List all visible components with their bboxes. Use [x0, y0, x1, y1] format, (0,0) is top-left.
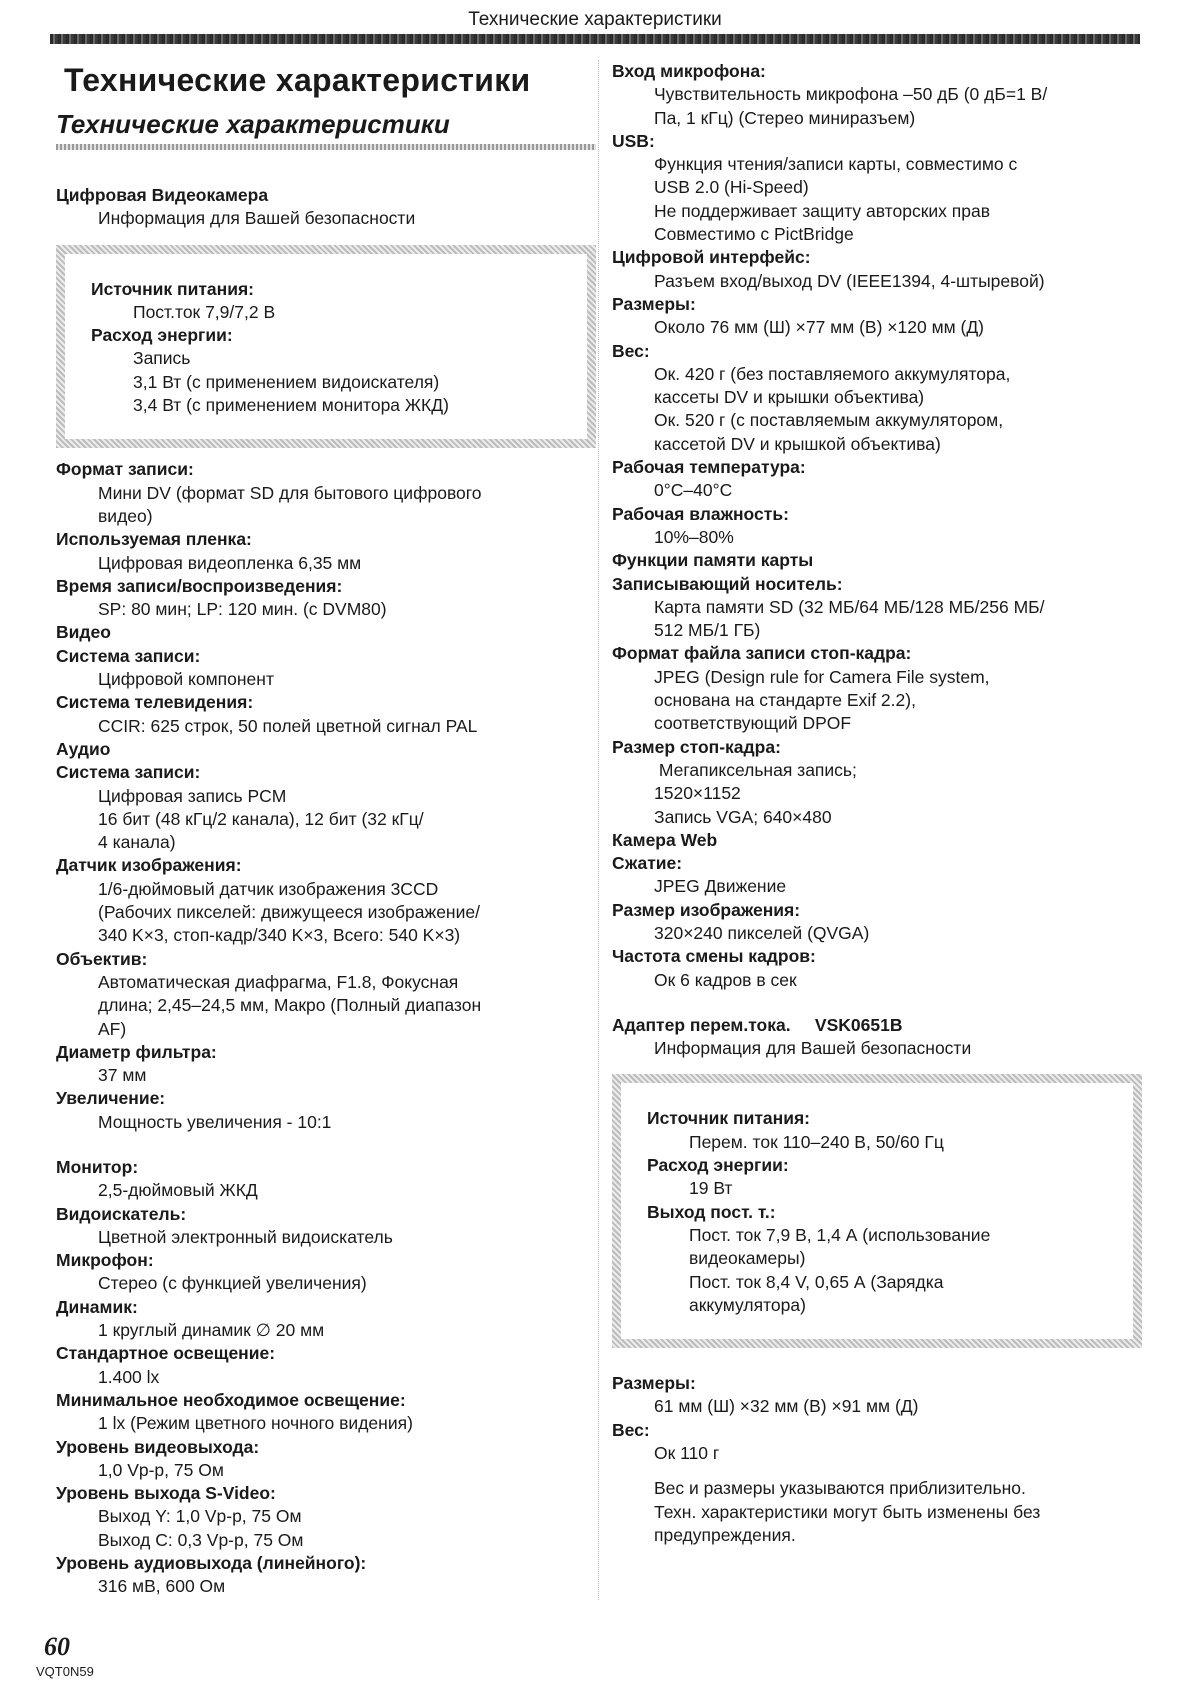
- spec-label: Камера Web: [612, 829, 718, 850]
- spec-value: Цифровая запись PCM: [98, 785, 287, 806]
- spec-value: 1520×1152: [654, 783, 741, 804]
- page-title: Технические характеристики: [64, 62, 531, 98]
- spec-label: Рабочая температура:: [612, 457, 806, 478]
- spec-label: Размер изображения:: [612, 899, 801, 920]
- right-column: [612, 60, 1142, 1547]
- adapter-weight-value: Ок 110 г: [654, 1443, 720, 1464]
- spec-label: Аудио: [56, 738, 111, 759]
- spec-value: Функция чтения/записи карты, совместимо с: [654, 154, 1018, 175]
- spec-value: Мегапиксельная запись;: [654, 759, 857, 780]
- spec-label: Динамик:: [56, 1296, 138, 1317]
- spec-value: Цифровой компонент: [98, 669, 274, 690]
- spec-value: видео): [98, 505, 153, 526]
- spec-list: [612, 60, 1142, 992]
- spec-value: Выход Y: 1,0 Vp-p, 75 Ом: [98, 1506, 302, 1527]
- spec-label: Цифровой интерфейс:: [612, 247, 811, 268]
- spec-value: SP: 80 мин; LP: 120 мин. (с DVM80): [98, 599, 387, 620]
- spec-label: Рабочая влажность:: [612, 503, 789, 524]
- spec-value: соответствующий DPOF: [654, 713, 852, 734]
- spec-label: Уровень выхода S-Video:: [56, 1483, 276, 1504]
- spec-label: Увеличение:: [56, 1088, 166, 1109]
- spec-value: 1 lx (Режим цветного ночного видения): [98, 1413, 413, 1434]
- box-value: Перем. ток 110–240 В, 50/60 Гц: [689, 1131, 944, 1152]
- running-head: Технические характеристики: [468, 9, 722, 30]
- spec-label: Стандартное освещение:: [56, 1343, 276, 1364]
- spec-value: 0°C–40°C: [654, 480, 733, 501]
- spec-value: Запись VGA; 640×480: [654, 806, 832, 827]
- spec-value: 1 круглый динамик ∅ 20 мм: [98, 1320, 325, 1341]
- spec-value: 37 мм: [98, 1065, 147, 1086]
- spec-label: Сжатие:: [612, 853, 683, 874]
- adapter-dims-label: Размеры:: [612, 1373, 696, 1394]
- spec-label: Система записи:: [56, 762, 201, 783]
- document-code: VQT0N59: [36, 1664, 94, 1679]
- spec-value: 320×240 пикселей (QVGA): [654, 922, 870, 943]
- box-label: Расход энергии:: [91, 325, 233, 346]
- spec-value: Совместимо с PictBridge: [654, 224, 854, 245]
- spec-value: Мини DV (формат SD для бытового цифрового: [98, 482, 482, 503]
- box-value: видеокамеры): [689, 1248, 806, 1269]
- box-value: аккумулятора): [689, 1294, 806, 1315]
- spec-value: 16 бит (48 кГц/2 канала), 12 бит (32 кГц/: [98, 808, 424, 829]
- spec-value: (Рабочих пикселей: движущееся изображение/: [98, 902, 480, 923]
- column-divider: [598, 60, 599, 1600]
- box-label: Расход энергии:: [647, 1155, 789, 1176]
- spec-value: JPEG (Design rule for Camera File system,: [654, 666, 990, 687]
- box-value: 3,1 Вт (с применением видоискателя): [133, 371, 440, 392]
- spec-value: 340 K×3, стоп-кадр/340 K×3, Всего: 540 K×3): [98, 925, 461, 946]
- spec-label: Размеры:: [612, 293, 696, 314]
- header-bar: [50, 34, 1140, 44]
- spec-value: AF): [98, 1018, 127, 1039]
- spec-value: основана на стандарте Exif 2.2),: [654, 690, 916, 711]
- spec-label: Вес:: [612, 340, 650, 361]
- spec-value: 10%–80%: [654, 526, 734, 547]
- spec-value: 512 МБ/1 ГБ): [654, 620, 761, 641]
- spec-label: Уровень видеовыхода:: [56, 1436, 260, 1457]
- adapter-heading: Адаптер перем.тока. VSK0651B: [612, 1014, 903, 1035]
- spec-value: длина; 2,45–24,5 мм, Макро (Полный диапазон: [98, 995, 482, 1016]
- spec-label: USB:: [612, 130, 655, 151]
- spec-value: 1,0 Vp-p, 75 Ом: [98, 1459, 224, 1480]
- spec-value: CCIR: 625 строк, 50 полей цветной сигнал PAL: [98, 715, 478, 736]
- spec-label: Объектив:: [56, 948, 148, 969]
- box-label: Источник питания:: [91, 278, 255, 299]
- spec-list: [56, 458, 596, 1134]
- spec-value: Автоматическая диафрагма, F1.8, Фокусная: [98, 971, 459, 992]
- spec-value: Не поддерживает защиту авторских прав: [654, 200, 991, 221]
- adapter-safety-box: [612, 1074, 1142, 1348]
- spec-label: Используемая пленка:: [56, 529, 252, 550]
- box-value: Запись: [133, 348, 191, 369]
- spec-label: Видоискатель:: [56, 1203, 187, 1224]
- spec-label: Записывающий носитель:: [612, 573, 843, 594]
- spec-list: [56, 1156, 596, 1599]
- camera-safety-box: [56, 245, 596, 449]
- spec-value: Ок. 520 г (с поставляемым аккумулятором,: [654, 410, 1004, 431]
- spec-value: 1.400 lx: [98, 1366, 160, 1387]
- spec-label: Размер стоп-кадра:: [612, 736, 781, 757]
- spec-value: Цифровая видеопленка 6,35 мм: [98, 552, 362, 573]
- spec-label: Микрофон:: [56, 1250, 154, 1271]
- disclaimer-line: Техн. характеристики могут быть изменены без: [654, 1501, 1041, 1522]
- spec-label: Функции памяти карты: [612, 550, 814, 571]
- left-column: [56, 60, 596, 1599]
- adapter-weight-label: Вес:: [612, 1419, 650, 1440]
- box-value: 19 Вт: [689, 1178, 733, 1199]
- spec-label: Формат файла записи стоп-кадра:: [612, 643, 912, 664]
- spec-value: 316 мВ, 600 Ом: [98, 1576, 226, 1597]
- spec-label: Время записи/воспроизведения:: [56, 575, 343, 596]
- spec-label: Датчик изображения:: [56, 855, 242, 876]
- spec-label: Система записи:: [56, 645, 201, 666]
- spec-value: Чувствительность микрофона –50 дБ (0 дБ=1 В/: [654, 84, 1048, 105]
- spec-value: Карта памяти SD (32 МБ/64 МБ/128 МБ/256 МБ/: [654, 596, 1045, 617]
- box-label: Выход пост. т.:: [647, 1201, 776, 1222]
- section-title: Технические характеристики: [56, 109, 450, 139]
- spec-label: Уровень аудиовыхода (линейного):: [56, 1553, 367, 1574]
- spec-value: Разъем вход/выход DV (IEEE1394, 4-штыревой): [654, 270, 1045, 291]
- page-number: 60: [44, 1632, 70, 1661]
- adapter-dims-value: 61 мм (Ш) ×32 мм (В) ×91 мм (Д): [654, 1396, 919, 1417]
- spec-value: Па, 1 кГц) (Стерео миниразъем): [654, 107, 916, 128]
- spec-value: JPEG Движение: [654, 876, 787, 897]
- box-value: Пост. ток 8,4 V, 0,65 А (Зарядка: [689, 1271, 944, 1292]
- spec-value: Стерео (с функцией увеличения): [98, 1273, 367, 1294]
- spec-value: Мощность увеличения - 10:1: [98, 1111, 332, 1132]
- spec-label: Система телевидения:: [56, 692, 254, 713]
- box-value: 3,4 Вт (с применением монитора ЖКД): [133, 395, 449, 416]
- spec-label: Минимальное необходимое освещение:: [56, 1389, 406, 1410]
- disclaimer-line: Вес и размеры указываются приблизительно.: [654, 1478, 1026, 1499]
- box-label: Источник питания:: [647, 1108, 811, 1129]
- spec-value: USB 2.0 (Hi-Speed): [654, 177, 809, 198]
- camera-safety: Информация для Вашей безопасности: [98, 208, 416, 229]
- spec-value: Цветной электронный видоискатель: [98, 1226, 393, 1247]
- spec-value: 4 канала): [98, 832, 176, 853]
- spec-label: Частота смены кадров:: [612, 946, 816, 967]
- spec-value: кассетой DV и крышкой объектива): [654, 433, 941, 454]
- spec-label: Вход микрофона:: [612, 61, 766, 81]
- spec-value: Выход C: 0,3 Vp-p, 75 Ом: [98, 1529, 304, 1550]
- box-value: Пост.ток 7,9/7,2 В: [133, 301, 276, 322]
- adapter-safety: Информация для Вашей безопасности: [654, 1038, 972, 1059]
- spec-value: кассеты DV и крышки объектива): [654, 387, 925, 408]
- spec-value: 1/6-дюймовый датчик изображения 3CCD: [98, 878, 439, 899]
- disclaimer-line: предупреждения.: [654, 1524, 796, 1545]
- spec-value: 2,5-дюймовый ЖКД: [98, 1180, 258, 1201]
- spec-value: Ок. 420 г (без поставляемого аккумулятора,: [654, 363, 1011, 384]
- spec-label: Формат записи:: [56, 459, 194, 480]
- spec-value: Ок 6 кадров в сек: [654, 969, 797, 990]
- spec-value: Около 76 мм (Ш) ×77 мм (В) ×120 мм (Д): [654, 317, 984, 338]
- spec-label: Монитор:: [56, 1156, 139, 1177]
- spec-label: Диаметр фильтра:: [56, 1041, 217, 1062]
- camera-heading: Цифровая Видеокамера: [56, 185, 269, 205]
- spec-label: Видео: [56, 622, 111, 643]
- box-value: Пост. ток 7,9 В, 1,4 А (использование: [689, 1224, 991, 1245]
